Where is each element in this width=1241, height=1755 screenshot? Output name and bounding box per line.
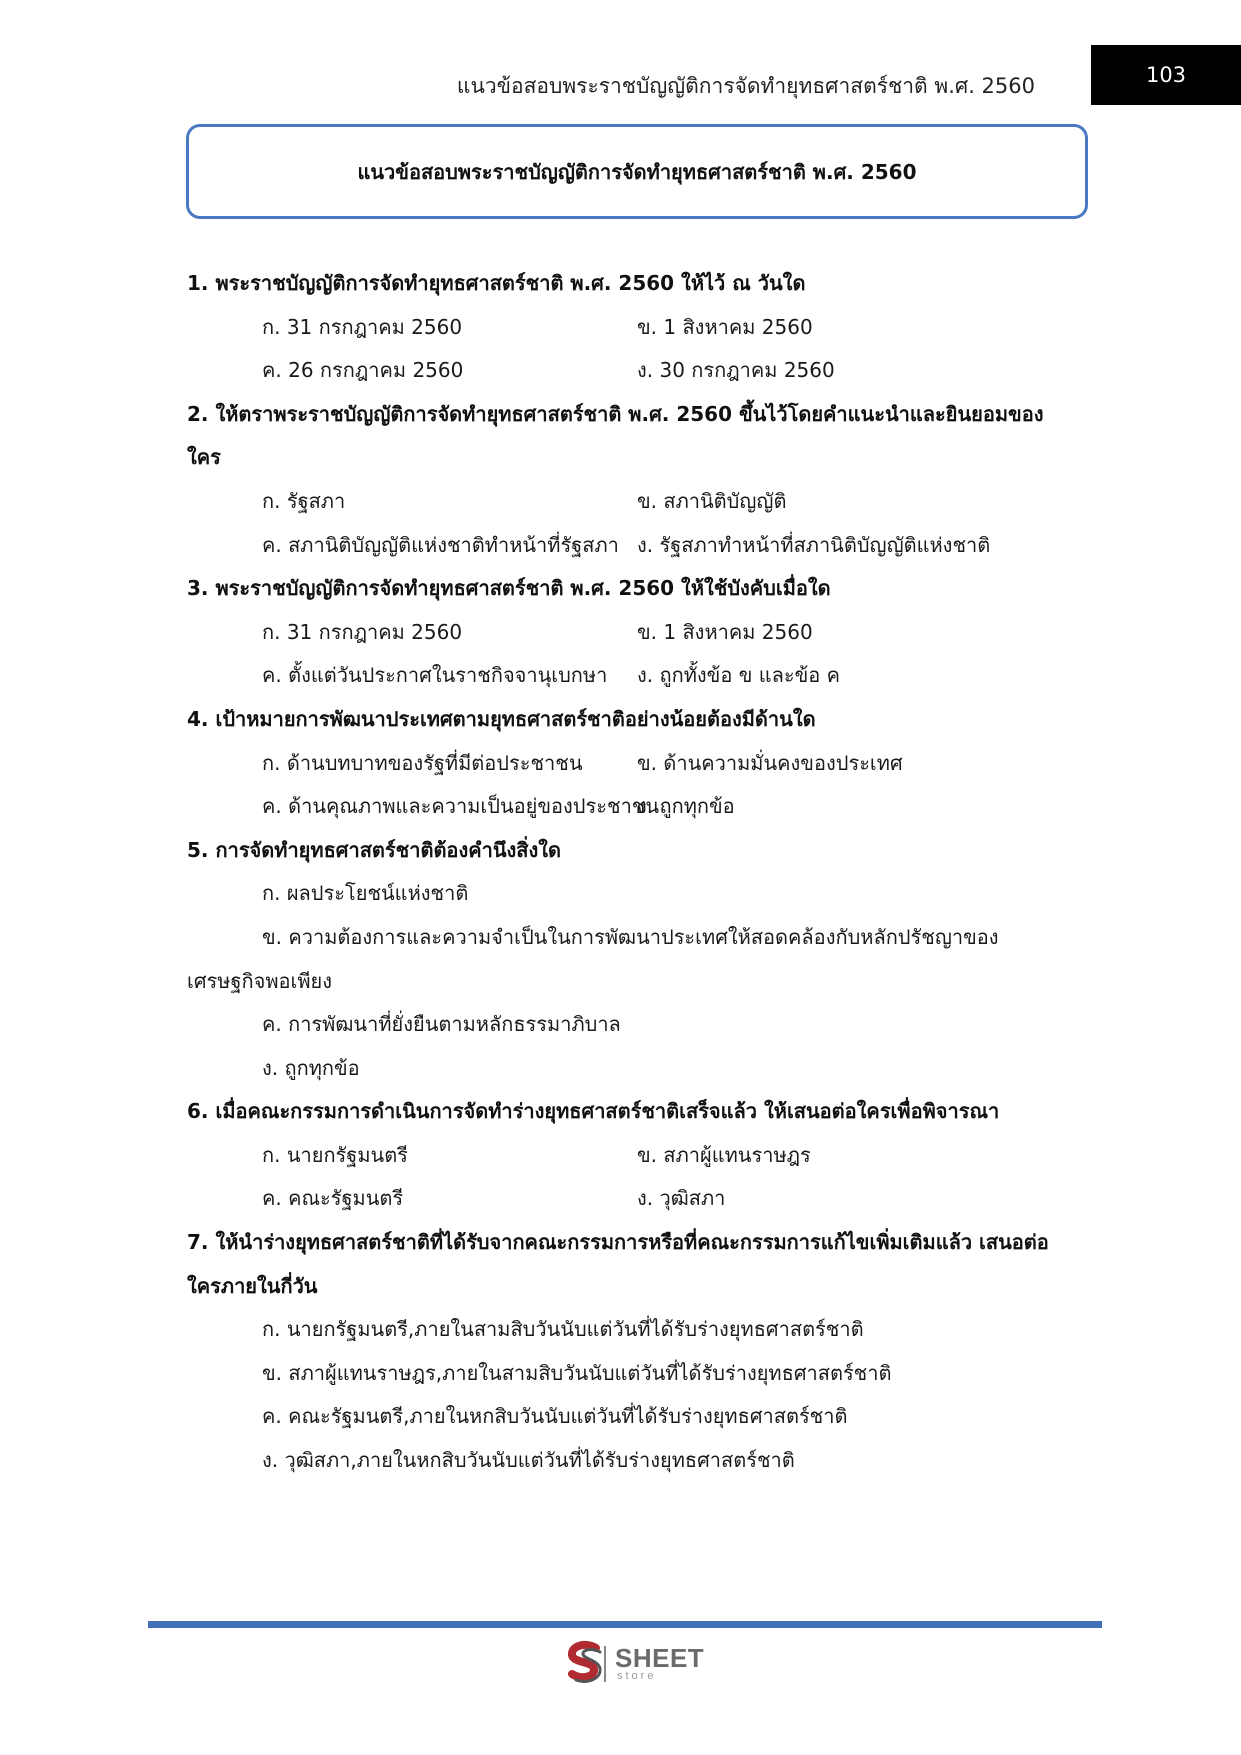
- option-c: ค. คณะรัฐมนตรี,ภายในหกสิบวันนับแต่วันที่ได้รับร่างยุทธศาสตร์ชาติ: [262, 1404, 848, 1429]
- option-c: ค. คณะรัฐมนตรี: [262, 1186, 404, 1211]
- question-7-options: [187, 1308, 1092, 1482]
- question-7-continuation: ใครภายในกี่วัน: [187, 1273, 318, 1298]
- option-a: ก. ด้านบทบาทของรัฐที่มีต่อประชาชน: [262, 750, 583, 775]
- option-c: ค. ด้านคุณภาพและความเป็นอยู่ของประชาชน: [262, 794, 660, 819]
- option-a: ก. นายกรัฐมนตรี: [262, 1142, 408, 1167]
- question-5: 5. การจัดทำยุทธศาสตร์ชาติต้องคำนึงสิ่งใด: [187, 837, 561, 862]
- option-b: ข. สภาผู้แทนราษฎร,ภายในสามสิบวันนับแต่วันที่ได้รับร่างยุทธศาสตร์ชาติ: [262, 1360, 892, 1385]
- title-box: [186, 124, 1088, 219]
- sheet-store-logo: [563, 1638, 704, 1688]
- footer-line: [148, 1621, 1102, 1628]
- option-b: ข. สภาผู้แทนราษฎร: [637, 1142, 811, 1167]
- question-7: [187, 1221, 1092, 1308]
- option-d: ง. รัฐสภาทำหน้าที่สภานิติบัญญัติแห่งชาติ: [637, 532, 991, 557]
- question-4: 4. เป้าหมายการพัฒนาประเทศตามยุทธศาสตร์ชาติอย่างน้อยต้องมีด้านใด: [187, 706, 816, 731]
- question-5-options: [187, 872, 1092, 1090]
- question-1: 1. พระราชบัญญัติการจัดทำยุทธศาสตร์ชาติ พ.ศ. 2560 ให้ไว้ ณ วันใด: [187, 271, 806, 295]
- question-3: 3. พระราชบัญญัติการจัดทำยุทธศาสตร์ชาติ พ.ศ. 2560 ให้ใช้บังคับเมื่อใด: [187, 576, 831, 601]
- option-d: ง. วุฒิสภา: [637, 1186, 726, 1211]
- question-7-text: 7. ให้นำร่างยุทธศาสตร์ชาติที่ได้รับจากคณะกรรมการหรือที่คณะกรรมการแก้ไขเพิ่มเติมแล้ว เสนอต่อ: [187, 1230, 1049, 1255]
- option-c: ค. สภานิติบัญญัติแห่งชาติทำหน้าที่รัฐสภา: [262, 532, 619, 557]
- option-b-continuation: เศรษฐกิจพอเพียง: [187, 968, 333, 993]
- question-6: 6. เมื่อคณะกรรมการดำเนินการจัดทำร่างยุทธศาสตร์ชาติเสร็จแล้ว ให้เสนอต่อใครเพื่อพิจารณา: [187, 1099, 1000, 1124]
- question-4-options: [187, 742, 1092, 829]
- question-2-text: 2. ให้ตราพระราชบัญญัติการจัดทำยุทธศาสตร์ชาติ พ.ศ. 2560 ขึ้นไว้โดยคำแนะนำและยินยอมของ: [187, 401, 1044, 426]
- option-d: ง. ถูกทุกข้อ: [262, 1055, 360, 1080]
- running-header-title: แนวข้อสอบพระราชบัญญัติการจัดทำยุทธศาสตร์ชาติ พ.ศ. 2560: [456, 74, 1035, 98]
- title-text: แนวข้อสอบพระราชบัญญัติการจัดทำยุทธศาสตร์ชาติ พ.ศ. 2560: [357, 159, 917, 184]
- page-number: 103: [1091, 45, 1241, 105]
- question-2-options: [187, 480, 1092, 567]
- option-d: ง. 30 กรกฎาคม 2560: [637, 358, 835, 383]
- option-a: ก. นายกรัฐมนตรี,ภายในสามสิบวันนับแต่วันที่ได้รับร่างยุทธศาสตร์ชาติ: [262, 1317, 864, 1342]
- option-c: ค. ตั้งแต่วันประกาศในราชกิจจานุเบกษา: [262, 663, 608, 688]
- option-b: ข. 1 สิงหาคม 2560: [637, 619, 813, 644]
- question-2: [187, 393, 1092, 480]
- option-b-text: ข. ความต้องการและความจำเป็นในการพัฒนาประเทศให้สอดคล้องกับหลักปรัชญาของ: [262, 924, 999, 949]
- option-a: ก. ผลประโยชน์แห่งชาติ: [262, 881, 469, 906]
- question-2-continuation: ใคร: [187, 445, 221, 470]
- option-a: ก. รัฐสภา: [262, 488, 346, 513]
- option-d: ง. วุฒิสภา,ภายในหกสิบวันนับแต่วันที่ได้รับร่างยุทธศาสตร์ชาติ: [262, 1448, 795, 1473]
- option-b: ข. สภานิติบัญญัติ: [637, 488, 787, 513]
- logo-text: [615, 1642, 705, 1682]
- question-6-options: [187, 1134, 1092, 1221]
- option-d: ง. ถูกทุกข้อ: [637, 794, 735, 819]
- question-3-options: [187, 611, 1092, 698]
- option-a: ก. 31 กรกฎาคม 2560: [262, 314, 463, 339]
- logo-main-text: SHEET: [615, 1642, 705, 1673]
- option-a: ก. 31 กรกฎาคม 2560: [262, 619, 463, 644]
- option-d: ง. ถูกทั้งข้อ ข และข้อ ค: [637, 663, 841, 688]
- option-b: [187, 916, 1092, 1003]
- option-b: ข. ด้านความมั่นคงของประเทศ: [637, 750, 903, 775]
- s-logo-icon: [563, 1640, 609, 1686]
- question-1-options: [187, 306, 1092, 393]
- option-b: ข. 1 สิงหาคม 2560: [637, 314, 813, 339]
- option-c: ค. 26 กรกฎาคม 2560: [262, 358, 464, 383]
- question-list: [187, 262, 1092, 1483]
- logo-sub-text: store: [617, 1669, 657, 1682]
- option-c: ค. การพัฒนาที่ยั่งยืนตามหลักธรรมาภิบาล: [262, 1012, 621, 1037]
